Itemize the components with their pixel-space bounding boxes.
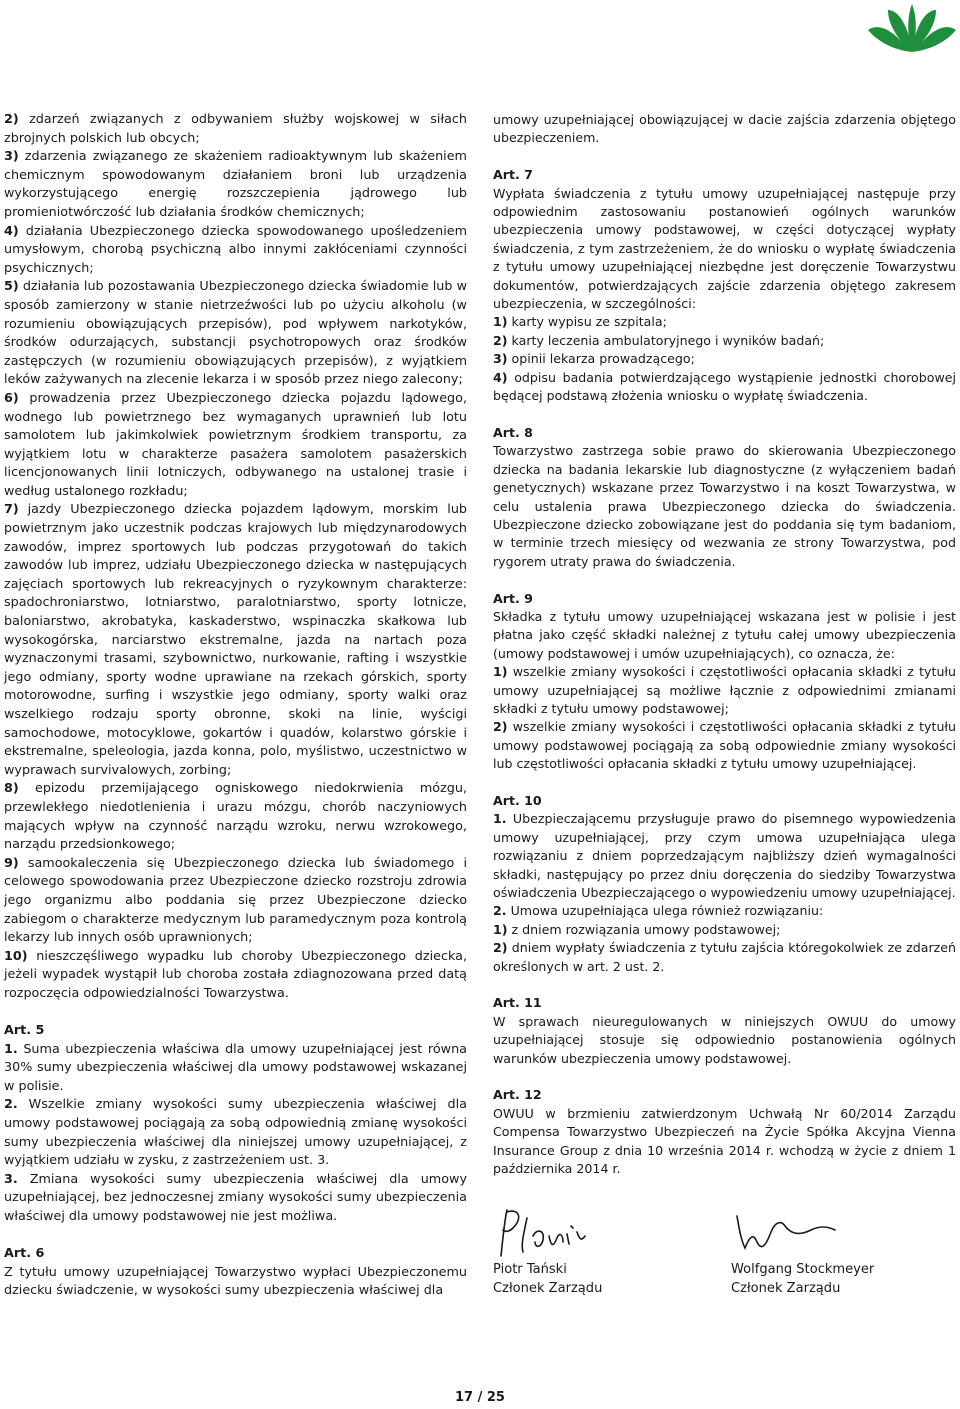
item-text: Wszelkie zmiany wysokości sumy ubezpieczenia właściwej dla umowy podstawowej pociągają za sobą odpowiednią zmianę wysokości sumy ubezpieczenia właściwej dla niniejszej umowy uzupełniającej, z wyjątkiem udziału w zysku, z zastrzeżeniem ust. 3. [4,1097,467,1169]
item-number: 10) [4,948,28,964]
list-item [4,223,467,279]
item-number: 2. [4,1097,18,1113]
article-heading: Art. 8 [493,424,533,440]
list-item [4,1041,467,1097]
list-item [493,313,956,331]
item-number: 3. [4,1171,18,1187]
item-text: jazdy Ubezpieczonego dziecka pojazdem lądowym, morskim lub powietrznym jako uczestnik podczas krajowych lub międzynarodowych zawodów, imprez sportowych lub podczas przygotowań do takich zawodów lub imprez, udziału Ubezpieczonego dziecka w następujących zajęciach sportowych lub rekreacyjnych o ryzykownym charakterze: spadochroniarstwo, lotniarstwo, paralotniarstwo, sporty lotnicze, baloniarstwo, akrobatyka, kaskaderstwo, wspinaczka skałkowa lub wysokogórska, narciarstwo ekstremalne, jazda na nartach poza wyznaczonymi trasami, szybownictwo, nurkowanie, rafting i wszystkie jego odmiany, sporty wodne uprawiane na rzekach górskich, sporty motorowodne, surfing i wszystkie jego odmiany, sporty walki oraz wszelkiego rodzaju sporty obronne, skoki na linie, wyścigi samochodowe, motocyklowe, gokartów i quadów, kolarstwo górskie i ekstremalne, speleologia, jazda konna, polo, myślistwo, uczestnictwo w wyprawach survivalowych, zorbing; [4,502,467,778]
item-text: Umowa uzupełniająca ulega również rozwiązaniu: [510,903,824,919]
paragraph: Z tytułu umowy uzupełniającej Towarzystwo wypłaci Ubezpieczonemu dziecku świadczenie, w wysokości sumy ubezpieczenia właściwej dla [4,1264,467,1299]
list-item [4,855,467,948]
list-item [4,278,467,390]
item-number: 4) [493,369,508,385]
item-number: 1) [493,921,508,937]
item-text: działania Ubezpieczonego dziecka spowodowanego upośledzeniem umysłowym, chorobą psychiczną albo innymi zakłóceniami czynności psychicznych; [4,223,467,276]
signature-piotr-tanski [493,1206,603,1258]
spacer [493,774,956,792]
article-heading: Art. 9 [493,590,533,606]
item-text: odpisu badania potwierdzającego wystąpienie jednostki chorobowej będącej podstawą złożenia wniosku o wypłatę świadczenia. [493,369,956,404]
signatory-1-name: Piotr Tański [493,1262,567,1277]
paragraph: Wypłata świadczenia z tytułu umowy uzupełniającej następuje przy odpowiednim zastosowaniu postanowień ogólnych warunków ubezpieczenia umowy podstawowej, w części dotyczącej wypłaty świadczenia, z tym zastrzeżeniem, że do wniosku o wypłatę świadczenia z tytułu umowy uzupełniającej niezbędne jest doręczenie Towarzystwu dokumentów, potwierdzających zajście zdarzenia objętego zakresem ubezpieczenia, w szczególności: [493,185,956,312]
item-number: 2) [493,940,508,956]
item-number: 9) [4,855,19,871]
paragraph: W sprawach nieuregulowanych w niniejszych OWUU do umowy uzupełniającej stosuje się odpowiednio postanowienia ogólnych warunków ubezpieczenia umowy podstawowej. [493,1013,956,1066]
list-item [493,810,956,902]
item-text: Suma ubezpieczenia właściwa dla umowy uzupełniającej jest równa 30% sumy ubezpieczenia właściwej dla umowy podstawowej wskazanej w polisie. [4,1041,467,1094]
list-item [493,718,956,773]
left-column [4,111,467,1301]
article-heading: Art. 7 [493,167,533,183]
spacer [493,571,956,589]
item-text: działania lub pozostawania Ubezpieczonego dziecka świadomie lub w sposób zamierzony w stanie nietrzeźwości lub po użyciu alkoholu (w rozumieniu obowiązujących przepisów), pod wpływem narkotyków, środków odurzających, substancji psychotropowych oraz środków zastępczych (w rozumieniu obowiązujących przepisów), z wyjątkiem leków zażywanych na zlecenie lekarza i w sposób przez niego zalecony; [4,279,467,388]
item-text: nieszczęśliwego wypadku lub choroby Ubezpieczonego dziecka, jeżeli wypadek wystąpił lub choroba została zdiagnozowana przed datą rozpoczęcia odpowiedzialności Towarzystwa. [4,948,467,1001]
item-text: samookaleczenia się Ubezpieczonego dziecka lub świadomego i celowego spowodowania przez Ubezpieczone dziecko rozstroju zdrowia jego organizmu albo poddania się przez Ubezpieczone dziecko zabiegom o charakterze medycznym lub paramedycznym poza kontrolą lekarzy lub innych osób uprawnionych; [4,855,467,946]
page-number: 17 / 25 [455,1390,505,1405]
item-text: karty wypisu ze szpitala; [511,314,667,330]
item-number: 8) [4,781,19,797]
item-text: Zmiana wysokości sumy ubezpieczenia właściwej dla umowy uzupełniającej, bez jednoczesnej zmiany wysokości sumy ubezpieczenia właściwej dla umowy podstawowej nie jest możliwa. [4,1171,467,1225]
signatory-2-role: Członek Zarządu [731,1281,841,1296]
list-item [4,780,467,854]
item-number: 1) [493,314,508,330]
list-item [493,902,956,920]
article-heading: Art. 12 [493,1087,542,1103]
list-item [4,1171,467,1227]
item-number: 2) [493,719,508,735]
article-heading: Art. 10 [493,792,542,808]
article-heading: Art. 11 [493,995,542,1011]
item-text: prowadzenia przez Ubezpieczonego dziecka pojazdu lądowego, wodnego lub powietrznego bez wymaganych uprawnień lub lotu samolotem lub jakimkolwiek powietrznym środkiem transportu, za wyjątkiem lotu w charakterze pasażera samolotem pasażerskich licencjonowanych linii lotniczych, odbywanego na ustalonej trasie i według ustalonego rozkładu; [4,390,467,499]
signature-block [493,1198,956,1308]
item-text: zdarzenia związanego ze skażeniem radioaktywnym lub skażeniem chemicznym spowodowanym działaniem broni lub urządzenia wykorzystującego energię rozszczepienia jądrowego lub promieniotwórczość lub działania środków chemicznych; [4,149,467,220]
item-number: 5) [4,279,19,295]
item-number: 2) [493,332,508,348]
item-number: 7) [4,502,19,518]
right-column [493,111,956,1178]
article-heading: Art. 5 [4,1023,45,1039]
paragraph: umowy uzupełniającej obowiązującej w dacie zajścia zdarzenia objętego ubezpieczeniem. [493,112,956,146]
item-text: Ubezpieczającemu przysługuje prawo do pisemnego wypowiedzenia umowy uzupełniającej, przy czym umowa uzupełniająca ulega rozwiązaniu z dniem poprzedzającym najbliższy dzień wymagalności składki, następujący po przez dniu doręczenia do siedziby Towarzystwa oświadczenia Ubezpieczającego o wypowiedzeniu umowy uzupełniającej. [493,811,956,900]
item-number: 1) [493,664,508,680]
spacer [4,1227,467,1246]
article-heading: Art. 6 [4,1246,45,1262]
item-text: epizodu przemijającego ogniskowego niedokrwienia mózgu, przewlekłego niedotlenienia i urazu mózgu, chorób naczyniowych mających wpływ na czynność narządu wzroku, nerwu wzrokowego, narządu przedsionkowego; [4,781,467,853]
list-item [493,921,956,939]
list-item [493,369,956,406]
list-item [4,1096,467,1170]
item-text: wszelkie zmiany wysokości i częstotliwości opłacania składki z tytułu umowy podstawowej pociągają za sobą odpowiednie zmiany wysokości lub częstotliwości opłacania składki z tytułu umowy uzupełniającej. [493,719,956,772]
item-number: 2) [4,112,19,127]
spacer [493,148,956,166]
list-item [4,148,467,222]
list-item [4,390,467,502]
spacer [493,405,956,423]
list-item [493,350,956,368]
item-number: 4) [4,223,19,239]
list-item [4,111,467,148]
paragraph: Towarzystwo zastrzega sobie prawo do skierowania Ubezpieczonego dziecka na badania lekarskie lub diagnostyczne (z wyłączeniem badań genetycznych) wskazane przez Towarzystwo i na koszt Towarzystwa, w celu ustalenia prawa Ubezpieczonego dziecka do świadczenia. Ubezpieczone dziecko zobowiązane jest do poddania się tym badaniom, w terminie trzech miesięcy od wezwania ze strony Towarzystwa, pod rygorem utraty prawa do świadczenia. [493,443,956,569]
signature-wolfgang-stockmeyer [731,1208,841,1260]
item-number: 6) [4,390,19,406]
item-text: z dniem rozwiązania umowy podstawowej; [511,921,781,937]
list-item [493,663,956,718]
item-text: opinii lekarza prowadzącego; [511,351,695,367]
list-item [4,948,467,1004]
paragraph: OWUU w brzmieniu zatwierdzonym Uchwałą Nr 60/2014 Zarządu Compensa Towarzystwo Ubezpieczeń na Życie Spółka Akcyjna Vienna Insurance Group z dnia 10 września 2014 r. wchodzą w życie z dniem 1 października 2014 r. [493,1105,956,1177]
spacer [4,1004,467,1023]
item-number: 3) [493,351,508,367]
paragraph: Składka z tytułu umowy uzupełniającej wskazana jest w polisie i jest płatna jako część składki należnej z tytułu całej umowy ubezpieczenia (umowy podstawowej i umów uzupełniających), co oznacza, że: [493,608,956,661]
item-number: 1. [4,1041,18,1057]
item-text: dniem wypłaty świadczenia z tytułu zajścia któregokolwiek ze zdarzeń określonych w art. 2 ust. 2. [493,940,956,974]
list-item [493,332,956,350]
signatory-1 [493,1260,602,1298]
company-logo [864,2,960,54]
item-number: 2. [493,903,507,919]
spacer [493,976,956,994]
spacer [493,1068,956,1086]
signatory-2-name: Wolfgang Stockmeyer [731,1262,875,1277]
signatory-2 [731,1260,874,1298]
item-text: wszelkie zmiany wysokości i częstotliwości opłacania składki z tytułu umowy uzupełniającej są możliwe łącznie z odpowiednimi zmianami składki z tytułu umowy podstawowej; [493,664,956,716]
item-text: karty leczenia ambulatoryjnego i wyników badań; [511,332,825,348]
list-item [493,939,956,976]
item-text: zdarzeń związanych z odbywaniem służby wojskowej w siłach zbrojnych polskich lub obcych; [4,112,468,146]
item-number: 1. [493,811,507,827]
item-number: 3) [4,149,19,165]
signatory-1-role: Członek Zarządu [493,1281,603,1296]
list-item [4,501,467,780]
